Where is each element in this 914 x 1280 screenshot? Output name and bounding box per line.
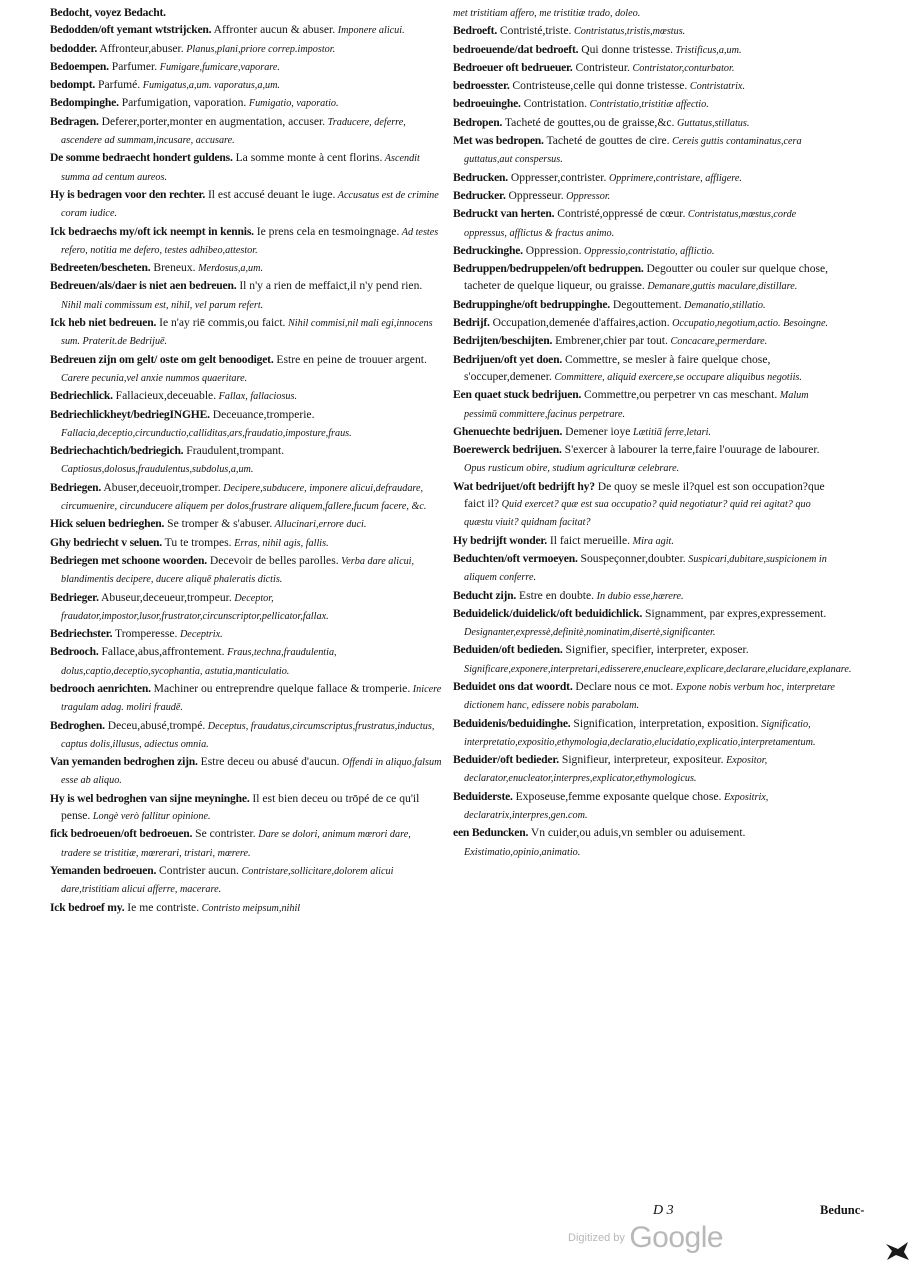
latin-gloss: Deceptus, fraudatus,circumscriptus,frustratus,inductus, captus dolis,illusus, adiectus omnia. xyxy=(61,720,435,750)
latin-gloss: Opprimere,contristare, affligere. xyxy=(606,172,742,184)
french-gloss: Il est accusé deuant le iuge. xyxy=(205,187,336,201)
headword: Bedropen. xyxy=(453,115,503,129)
headword: Bedompinghe. xyxy=(50,96,119,110)
dictionary-entry xyxy=(453,4,838,22)
headword: Beduidet ons dat woordt. xyxy=(453,679,573,693)
headword: Wat bedrijuet/oft bedrijft hy? xyxy=(453,479,595,493)
latin-gloss: Accusatus est de crimine coram iudice. xyxy=(61,189,439,220)
latin-gloss: Tristificus,a,um. xyxy=(673,44,742,56)
headword: Bedrijf. xyxy=(453,316,490,330)
headword: Bedocht, voyez Bedacht. xyxy=(50,6,166,19)
left-column xyxy=(50,4,442,917)
headword: Bedrieger. xyxy=(50,590,99,604)
latin-gloss: Allucinari,errore duci. xyxy=(272,519,367,531)
dictionary-entry xyxy=(453,824,838,861)
french-gloss: Contrister aucun. xyxy=(156,863,239,877)
dictionary-entry xyxy=(453,187,838,205)
headword: Hy bedrijft wonder. xyxy=(453,533,547,547)
headword: Hy is bedragen voor den rechter. xyxy=(50,187,206,201)
dictionary-entry xyxy=(453,296,838,314)
latin-gloss: Contristatus,tristis,mœstus. xyxy=(571,26,686,38)
dictionary-entry xyxy=(50,515,442,533)
latin-gloss: met tristitiam affero, me tristitiæ trado, doleo. xyxy=(453,8,641,19)
french-gloss: Exposeuse,femme exposante quelque chose. xyxy=(512,789,722,803)
dictionary-entry xyxy=(453,332,838,350)
dictionary-entry xyxy=(50,862,442,899)
french-gloss: Estre deceu ou abusé d'aucun. xyxy=(197,755,340,769)
headword: Ick bedraechs my/oft ick neempt in kennis. xyxy=(50,224,254,238)
dictionary-entry xyxy=(50,351,442,388)
french-gloss: S'exercer à labourer la terre,faire l'ouurage de labourer. xyxy=(561,443,820,457)
dictionary-entry xyxy=(50,4,442,21)
headword: Bedroeuer oft bedrueuer. xyxy=(453,60,573,74)
french-gloss: De quoy se mesle il?quel est son occupation?que faict il? xyxy=(464,479,825,511)
latin-gloss: Contristator,conturbator. xyxy=(629,62,735,74)
dictionary-entry xyxy=(50,825,442,862)
dictionary-entry xyxy=(453,532,838,550)
headword: Bedruckinghe. xyxy=(453,243,523,257)
french-gloss: Commettre,ou perpetrer vn cas meschant. xyxy=(581,388,778,402)
french-gloss: Vn cuider,ou aduis,vn sembler ou aduisement. xyxy=(528,826,746,840)
french-gloss: Il faict merueille. xyxy=(547,533,631,547)
french-gloss: Tacheté de gouttes de cire. xyxy=(543,134,670,148)
signature-mark: D 3 xyxy=(653,1203,674,1218)
french-gloss: Signifieur, interpreteur, expositeur. xyxy=(558,753,724,767)
latin-gloss: Expone nobis verbum hoc, interpretare dictionem hanc, edissere nobis parabolam. xyxy=(464,681,835,712)
headword: Bedrijten/beschijten. xyxy=(453,334,553,348)
dictionary-entry xyxy=(50,94,442,112)
digitized-watermark xyxy=(568,1221,723,1255)
latin-gloss: Committere, aliquid exercere,se occupare aliquibus negotiis. xyxy=(551,371,802,383)
dictionary-entry xyxy=(50,40,442,58)
latin-gloss: Fumigare,fumicare,vaporare. xyxy=(157,61,280,73)
headword: Ghenuechte bedrijuen. xyxy=(453,424,563,438)
dictionary-entry xyxy=(50,314,442,351)
latin-gloss: Nihil mali commissum est, nihil, vel parum refert. xyxy=(61,299,264,311)
dictionary-entry xyxy=(453,441,838,478)
latin-gloss: Existimatio,opinio,animatio. xyxy=(464,846,581,858)
headword: Bedrooch. xyxy=(50,645,99,659)
latin-gloss: Longè verò fallitur opinione. xyxy=(90,811,211,823)
latin-gloss: Quid exercet? quæ est sua occupatio? quid negotiatur? quid rei agitat? quo quæstu viuit? quidnam facitat? xyxy=(464,499,811,529)
dictionary-entry xyxy=(453,641,852,678)
french-gloss: Ie n'ay riē commis,ou faict. xyxy=(156,316,286,330)
headword: bedrooch aenrichten. xyxy=(50,681,151,695)
dictionary-entry xyxy=(50,753,442,790)
dictionary-entry xyxy=(50,589,442,626)
dictionary-entry xyxy=(50,643,442,680)
latin-gloss: Contristare,sollicitare,dolorem alicui dare,tristitiam alicui afferre, macerare. xyxy=(61,865,394,896)
headword: Bedroghen. xyxy=(50,718,105,732)
french-gloss: Machiner ou entreprendre quelque fallace & tromperie. xyxy=(150,681,411,695)
french-gloss: Occupation,demenée d'affaires,action. xyxy=(489,316,670,330)
dictionary-entry xyxy=(453,423,838,441)
headword: bedodder. xyxy=(50,41,98,55)
dictionary-entry xyxy=(50,406,442,443)
dictionary-entry xyxy=(453,550,838,587)
latin-gloss: Verba dare alicui, blandimentis decipere, ducere aliquē phaleratis dictis. xyxy=(61,555,415,586)
french-gloss: Parfumer. xyxy=(108,59,158,73)
dictionary-entry xyxy=(453,478,838,532)
dictionary-entry xyxy=(50,387,442,405)
french-gloss: Estre en doubte. xyxy=(516,588,595,602)
headword: Beduidelick/duidelick/oft beduidichlick. xyxy=(453,606,643,620)
french-gloss: Signamment, par expres,expressement. xyxy=(642,606,827,620)
latin-gloss: Opus rusticum obire, studium agriculturæ celebrare. xyxy=(464,463,680,475)
headword: Beduiderste. xyxy=(453,789,513,803)
french-gloss: Oppresser,contrister. xyxy=(508,170,607,184)
headword: Bedrijuen/oft yet doen. xyxy=(453,352,563,366)
headword: Bedruppen/bedruppelen/oft bedruppen. xyxy=(453,262,644,276)
latin-gloss: Inicere tragulam adag. moliri fraudē. xyxy=(61,683,442,714)
latin-gloss: Demanatio,stillatio. xyxy=(681,299,766,311)
latin-gloss: Ascendit summa ad centum aureos. xyxy=(61,153,420,183)
french-gloss: Contristeuse,celle qui donne tristesse. xyxy=(509,79,688,93)
latin-gloss: Significatio, interpretatio,expositio,ethymologia,declaratio,elucidatio,explicatio,interpretamentum. xyxy=(464,718,816,748)
french-gloss: Demener ioye xyxy=(562,424,631,438)
french-gloss: Signification, interpretation, exposition. xyxy=(570,716,759,730)
french-gloss: Signifier, specifier, interpreter, exposer. xyxy=(562,643,749,657)
french-gloss: Deceu,abusé,trompé. xyxy=(104,718,206,732)
dictionary-entry xyxy=(453,751,838,788)
latin-gloss: Planus,plani,priore correp.impostor. xyxy=(183,43,336,55)
dictionary-entry xyxy=(50,21,442,39)
latin-gloss: Imponere alicui. xyxy=(335,25,405,37)
headword: Bedodden/oft yemant wtstrijcken. xyxy=(50,23,212,37)
dictionary-entry xyxy=(50,149,442,186)
headword: Met was bedropen. xyxy=(453,134,544,148)
french-gloss: Contristé,oppressé de cœur. xyxy=(554,207,686,221)
dictionary-entry xyxy=(453,260,838,296)
french-gloss: Qui donne tristesse. xyxy=(578,42,673,56)
headword: bedroeuende/dat bedroeft. xyxy=(453,42,579,56)
headword: Bedriegen. xyxy=(50,480,102,494)
latin-gloss: Captiosus,dolosus,fraudulentus,subdolus,a,um. xyxy=(61,464,254,476)
french-gloss: Abuser,deceuoir,tromper. xyxy=(101,480,221,494)
catchword: Bedunc- xyxy=(820,1203,865,1217)
french-gloss: Affronteur,abuser. xyxy=(97,41,184,55)
headword: Yemanden bedroeuen. xyxy=(50,863,157,877)
dictionary-entry xyxy=(453,205,838,242)
french-gloss: Souspeçonner,doubter. xyxy=(577,551,686,565)
ink-smudge-icon xyxy=(884,1240,910,1262)
headword: bedroeuinghe. xyxy=(453,97,521,111)
dictionary-entry xyxy=(50,259,442,277)
latin-gloss: Dare se dolori, animum mœrori dare, tradere se tristitiæ, mœrerari, tristari, mœrere. xyxy=(61,829,411,859)
headword: Van yemanden bedroghen zijn. xyxy=(50,755,198,769)
headword: Bedreeten/bescheten. xyxy=(50,261,151,275)
french-gloss: Affronter aucun & abuser. xyxy=(211,23,336,37)
dictionary-entry xyxy=(50,790,442,826)
french-gloss: Oppresseur. xyxy=(505,188,564,202)
latin-gloss: Guttatus,stillatus. xyxy=(674,117,750,129)
latin-gloss: Concacare,permerdare. xyxy=(667,336,768,348)
french-gloss: Oppression. xyxy=(522,243,582,257)
latin-gloss: Erras, nihil agis, fallis. xyxy=(231,537,329,549)
dictionary-entry xyxy=(50,479,442,516)
latin-gloss: Merdosus,a,um. xyxy=(195,263,264,275)
latin-gloss: Mira agit. xyxy=(630,535,674,547)
headword: bedroesster. xyxy=(453,79,510,93)
headword: Boerewerck bedrijuen. xyxy=(453,443,562,457)
french-gloss: Parfumé. xyxy=(95,78,141,92)
headword: Bedruppinghe/oft bedruppinghe. xyxy=(453,297,611,311)
dictionary-entry xyxy=(453,587,838,605)
dictionary-entry xyxy=(50,277,442,314)
headword: bedompt. xyxy=(50,78,96,92)
french-gloss: Commettre, se mesler à faire quelque chose, s'occuper,demener. xyxy=(464,352,771,383)
headword: Bedriegen met schoone woorden. xyxy=(50,553,207,567)
latin-gloss: Demanare,guttis maculare,distillare. xyxy=(644,281,798,293)
headword: fick bedroeuen/oft bedroeuen. xyxy=(50,827,193,841)
headword: Bedreuen zijn om gelt/ oste om gelt benoodiget. xyxy=(50,352,274,366)
headword: Bedrucken. xyxy=(453,170,509,184)
latin-gloss: Significare,exponere,interpretari,edisserere,enucleare,explicare,declarare,elucidare,explanare. xyxy=(464,663,852,675)
latin-gloss: Suspicari,dubitare,suspicionem in aliquem conferre. xyxy=(464,553,827,584)
latin-gloss: Oppressio,contristatio, afflictio. xyxy=(581,245,715,257)
french-gloss: Fallacieux,deceuable. xyxy=(112,389,217,403)
latin-gloss: Fallacia,deceptio,circunductio,calliditas,ars,fraudatio,imposture,fraus. xyxy=(61,427,352,439)
french-gloss: Ie me contriste. xyxy=(124,900,200,914)
headword: Ick heb niet bedreuen. xyxy=(50,316,157,330)
latin-gloss: Fraus,techna,fraudulentia, dolus,captio,deceptio,sycophantia, astutia,manticulatio. xyxy=(61,647,337,677)
french-gloss: Fallace,abus,affrontement. xyxy=(98,645,225,659)
french-gloss: Parfumigation, vaporation. xyxy=(118,96,247,110)
dictionary-entry xyxy=(50,680,442,717)
headword: Bedruckt van herten. xyxy=(453,207,555,221)
french-gloss: Se contrister. xyxy=(192,827,256,841)
latin-gloss: Contristatrix. xyxy=(687,81,746,93)
headword: Bedriechlickheyt/bedriegINGHE. xyxy=(50,407,210,421)
latin-gloss: Contristo meipsum,nihil xyxy=(199,902,301,914)
latin-gloss: Contristatio,tristitiæ affectio. xyxy=(587,99,709,111)
latin-gloss: Lætitiā ferre,letari. xyxy=(630,426,711,438)
dictionary-entry xyxy=(50,442,442,479)
dictionary-entry xyxy=(453,351,838,387)
dictionary-entry xyxy=(453,77,838,95)
dictionary-entry xyxy=(453,314,838,332)
french-gloss: Estre en peine de trouuer argent. xyxy=(273,352,427,366)
latin-gloss: Oppressor. xyxy=(563,190,611,202)
french-gloss: Ie prens cela en tesmoingnage. xyxy=(253,224,400,238)
dictionary-entry xyxy=(50,113,442,150)
dictionary-entry xyxy=(453,242,838,260)
headword: een Beduncken. xyxy=(453,826,529,840)
google-logo: Google xyxy=(629,1221,724,1254)
dictionary-entry xyxy=(453,41,838,59)
headword: Beducht zijn. xyxy=(453,588,517,602)
dictionary-entry xyxy=(50,717,442,754)
headword: Beduchten/oft vermoeyen. xyxy=(453,551,578,565)
dictionary-entry xyxy=(453,605,838,642)
right-column xyxy=(453,4,852,861)
french-gloss: Degouttement. xyxy=(610,297,682,311)
dictionary-entry xyxy=(453,678,838,715)
french-gloss: Decevoir de belles parolles. xyxy=(206,553,339,567)
french-gloss: Breneux. xyxy=(150,261,196,275)
latin-gloss: Expositrix, declaratrix,interpres,gen.com. xyxy=(464,791,769,822)
dictionary-entry xyxy=(453,114,838,132)
headword: Ick bedroef my. xyxy=(50,900,125,914)
headword: Bedroeft. xyxy=(453,24,498,38)
latin-gloss: Malum pessimū committere,facinus perpetrare. xyxy=(464,390,809,420)
headword: Hick seluen bedrieghen. xyxy=(50,517,165,531)
dictionary-entry xyxy=(50,186,442,223)
headword: Bedreuen/als/daer is niet aen bedreuen. xyxy=(50,279,237,293)
french-gloss: Abuseur,deceueur,trompeur. xyxy=(98,590,232,604)
dictionary-entry xyxy=(453,386,838,423)
french-gloss: La somme monte à cent florins. xyxy=(232,151,383,165)
latin-gloss: Nihil commisi,nil mali egi,innocens sum. Praterit.de Bedrijuē. xyxy=(61,318,433,348)
dictionary-entry xyxy=(50,552,442,589)
french-gloss: Declare nous ce mot. xyxy=(572,679,674,693)
dictionary-entry xyxy=(453,22,838,40)
french-gloss: Se tromper & s'abuser. xyxy=(164,517,273,531)
dictionary-entry xyxy=(453,788,838,825)
latin-gloss: Fumigatio, vaporatio. xyxy=(246,98,339,110)
french-gloss: Tu te trompes. xyxy=(161,535,232,549)
headword: Bedriechlick. xyxy=(50,389,113,403)
headword: Een quaet stuck bedrijuen. xyxy=(453,388,582,402)
latin-gloss: Designanter,expressè,definitè,nominatim,disertè,significanter. xyxy=(464,627,716,639)
latin-gloss: Deceptor, fraudator,impostor,lusor,frustrator,circunscriptor,pellicator,fallax. xyxy=(61,592,329,622)
latin-gloss: Traducere, deferre, ascendere ad summam,incusare, accusare. xyxy=(61,116,406,147)
dictionary-entry xyxy=(453,132,838,169)
headword: Hy is wel bedroghen van sijne meyninghe. xyxy=(50,791,250,805)
latin-gloss: Ad testes refero, notitia me defero, testes adhibeo,attestor. xyxy=(61,226,439,256)
latin-gloss: Expositor, declarator,enucleator,interpres,explicator,ethymologicus. xyxy=(464,755,768,785)
latin-gloss: Carere pecunia,vel anxie nummos quaeritare. xyxy=(61,372,248,384)
french-gloss: Contristé,triste. xyxy=(497,24,572,38)
headword: Bedragen. xyxy=(50,114,99,128)
dictionary-entry xyxy=(50,223,442,260)
dictionary-entry xyxy=(453,59,838,77)
french-gloss: Deceuance,tromperie. xyxy=(209,407,315,421)
latin-gloss: Cereis guttis contaminatus,cera guttatus,aut conspersus. xyxy=(464,136,802,166)
headword: De somme bedraecht hondert guldens. xyxy=(50,151,233,165)
headword: Beduider/oft bedieder. xyxy=(453,753,559,767)
headword: Bedriechster. xyxy=(50,627,113,641)
french-gloss: Tromperesse. xyxy=(112,627,178,641)
latin-gloss: Fumigatus,a,um. vaporatus,a,um. xyxy=(140,80,280,92)
french-gloss: Contristeur. xyxy=(572,60,630,74)
dictionary-entry xyxy=(50,625,442,643)
latin-gloss: Fallax, fallaciosus. xyxy=(216,391,298,403)
dictionary-entry xyxy=(453,95,838,113)
watermark-prefix: Digitized by xyxy=(568,1232,625,1244)
french-gloss: Contristation. xyxy=(520,97,588,111)
dictionary-entry xyxy=(50,76,442,94)
french-gloss: Il n'y a rien de meffaict,il n'y pend rien. xyxy=(236,279,423,293)
french-gloss: Deferer,porter,monter en augmentation, accuser. xyxy=(98,114,326,128)
dictionary-entry xyxy=(453,169,838,187)
latin-gloss: Deceptrix. xyxy=(177,629,223,641)
dictionary-entry xyxy=(50,534,442,552)
latin-gloss: Offendi in aliquo,falsum esse ab aliquo. xyxy=(61,757,442,787)
headword: Beduidenis/beduidinghe. xyxy=(453,716,571,730)
french-gloss: Il est bien deceu ou trōpé de ce qu'il pense. xyxy=(61,791,420,823)
french-gloss: Embrener,chier par tout. xyxy=(552,334,668,348)
french-gloss: Fraudulent,trompant. xyxy=(183,444,285,458)
latin-gloss: Contristatus,mœstus,corde oppressus, afflictus & fractus animo. xyxy=(464,209,797,239)
headword: Ghy bedriecht v seluen. xyxy=(50,535,162,549)
headword: Bedrucker. xyxy=(453,188,506,202)
dictionary-entry xyxy=(50,58,442,76)
dictionary-entry xyxy=(50,899,442,917)
french-gloss: Degoutter ou couler sur quelque chose, tacheter de quelque liqueur, ou graisse. xyxy=(464,262,829,293)
headword: Beduiden/oft bedieden. xyxy=(453,643,563,657)
latin-gloss: In dubio esse,hærere. xyxy=(594,590,684,602)
headword: Bedriechachtich/bedriegich. xyxy=(50,444,184,458)
latin-gloss: Decipere,subducere, imponere alicui,defraudare, circumuenire, circunducere aliquem per dolos,frustrare aliquem,fallere,fucum facere, &c. xyxy=(61,482,427,513)
headword: Bedoempen. xyxy=(50,59,109,73)
dictionary-entry xyxy=(453,715,838,752)
latin-gloss: Occupatio,negotium,actio. Besoingne. xyxy=(669,318,829,330)
french-gloss: Tacheté de gouttes,ou de graisse,&c. xyxy=(502,115,675,129)
